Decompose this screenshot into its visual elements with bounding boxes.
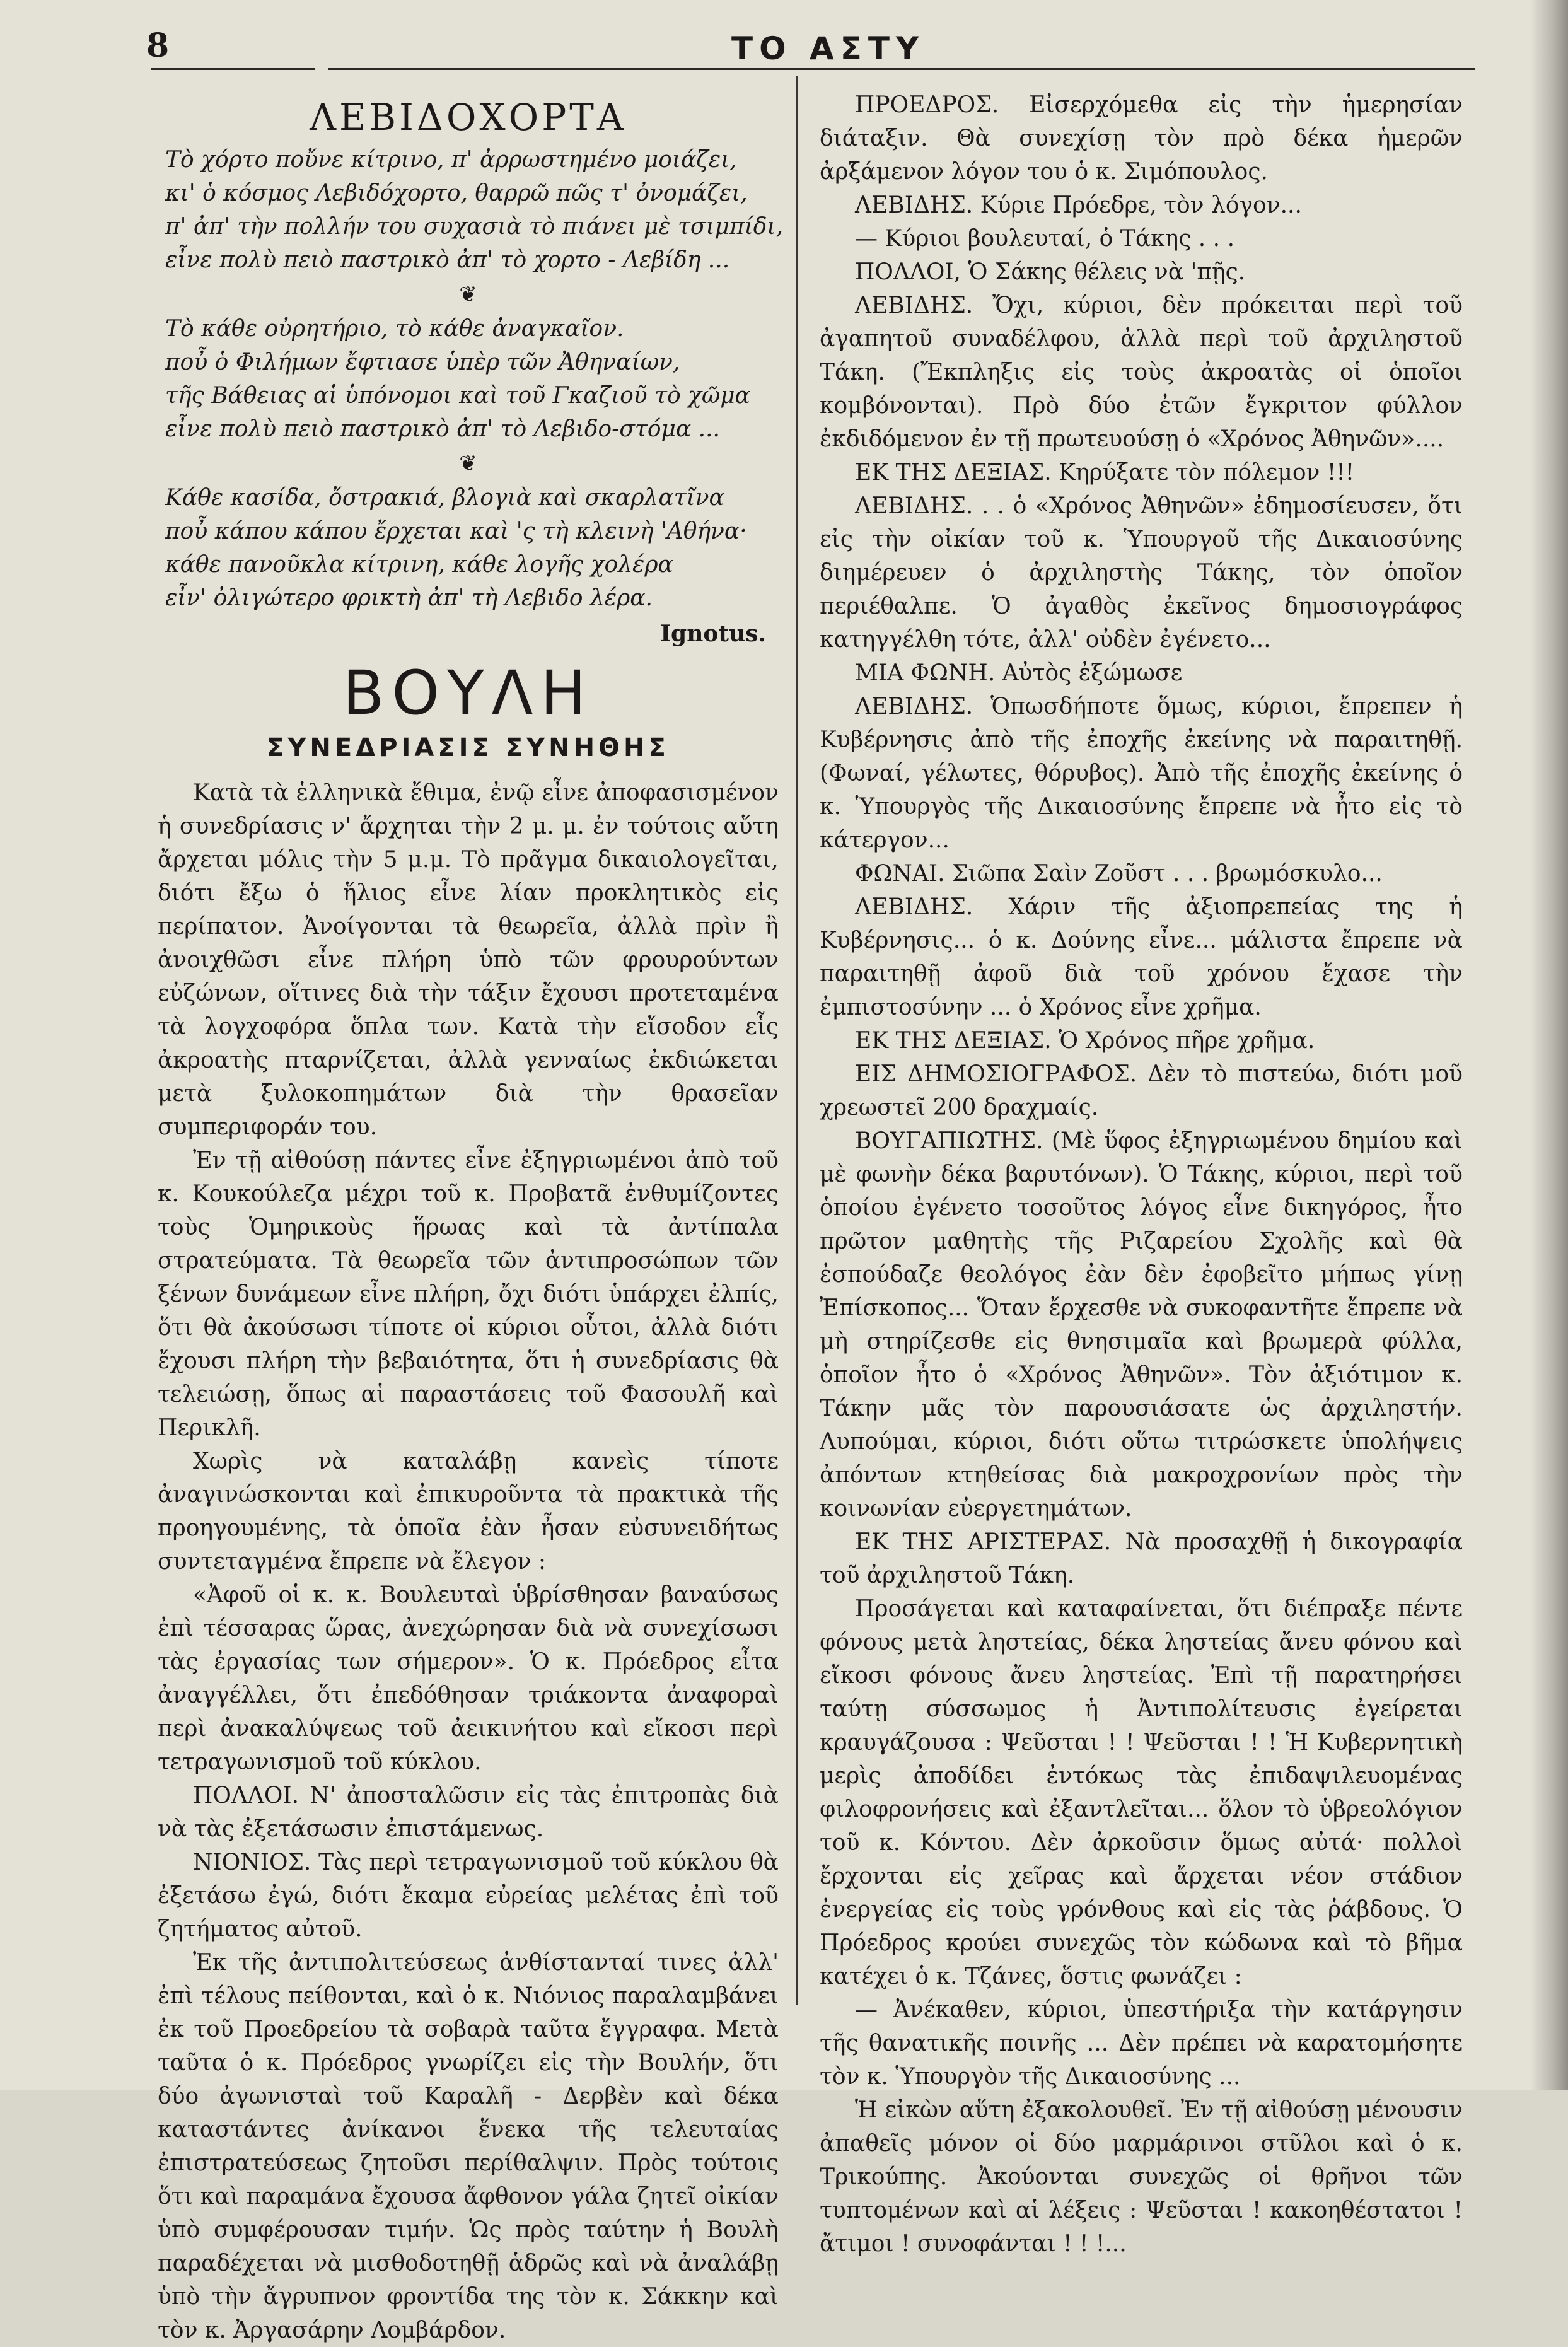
article-paragraph: Ἡ εἰκὼν αὕτη ἐξακολουθεῖ. Ἐν τῇ αἰθούσῃ μένουσιν ἀπαθεῖς μόνον οἱ δύο μαρμάρινοι στῦλοι καὶ ὁ κ. Τρικούπης. Ἀκούονται συνεχῶς οἱ θρῆνοι τῶν τυπτομένων καὶ αἱ λέξεις : Ψεῦσται ! κακοηθέστατοι ! ἄτιμοι ! συνοφάνται ! ! !... [820,2097,1463,2257]
page-edge-shadow [1530,0,1568,2090]
poem-line: Τὸ χόρτο ποὔνε κίτρινο, π' ἀρρωστημένο μοιάζει, [165,147,737,173]
article-paragraph: ΠΟΛΛΟΙ, Ὁ Σάκης θέλεις νὰ 'πῇς. [855,259,1246,285]
article-paragraph: ΒΟΥΓΑΠΙΩΤΗΣ. (Μὲ ὕφος ἐξηγριωμένου δημίου καὶ μὲ φωνὴν δέκα βαρυτόνων). Ὁ Τάκης, κύριοι, περὶ τοῦ ὁποίου ἐγένετο τοσοῦτος λόγος εἶνε δικηγόρος, ἦτο πρῶτον μαθητὴς τῆς Ριζαρείου Σχολῆς καὶ θὰ ἐσπούδαζε θεολόγος ἐὰν δὲν ἐφοβεῖτο μήπως γίνῃ Ἐπίσκοπος... Ὅταν ἔρχεσθε νὰ συκοφαντῆτε ἔπρεπε νὰ μὴ στηρίζεσθε εἰς θνησιμαῖα καὶ βρωμερὰ φύλλα, ὁποῖον ἦτο ὁ «Χρόνος Ἀθηνῶν». Τὸν ἀξιότιμον κ. Τάκην μᾶς τὸν παρουσιάσατε ὡς ἀρχιληστήν. Λυπούμαι, κύριοι, διότι οὕτω τιτρώσκετε ὑπολήψεις ἀπόντων κτηθείσας διὰ μακροχρονίων πρὸς τὴν κοινωνίαν εὐεργετημάτων. [820,1128,1463,1522]
article-paragraph: ΛΕΒΙΔΗΣ. Ὄχι, κύριοι, δὲν πρόκειται περὶ τοῦ ἀγαπητοῦ συναδέλφου, ἀλλὰ περὶ τοῦ ἀρχιληστοῦ Τάκη. (Ἔκπληξις εἰς τοὺς ἀκροατὰς οἱ ὁποῖοι κομβόνονται). Πρὸ δύο ἐτῶν ἔγκριτον φύλλον ἐκδιδόμενον ἐν τῇ πρωτευούσῃ ὁ «Χρόνος Ἀθηνῶν».... [820,293,1463,452]
section-title: ΒΟΥΛΗ [342,658,594,728]
ornament-icon: ❦ [459,451,477,476]
article-paragraph: ΕΚ ΤΗΣ ΔΕΞΙΑΣ. Κηρύξατε τὸν πόλεμον !!! [855,460,1355,486]
article-paragraph: ΛΕΒΙΔΗΣ. Κύριε Πρόεδρε, τὸν λόγον... [855,192,1302,218]
column-rule [796,76,798,2005]
running-title: ΤΟ ΑΣΤΥ [731,30,926,67]
poem-line: ποὖ κάπου κάπου ἔρχεται καὶ 'ς τὴ κλεινὴ 'Αθήνα· [165,518,747,544]
poem-title: ΛΕΒΙΔΟΧΟΡΤΑ [310,96,627,139]
article-paragraph: ΕΚ ΤΗΣ ΔΕΞΙΑΣ. Ὁ Χρόνος πῆρε χρῆμα. [855,1028,1315,1054]
article-paragraph: ΠΟΛΛΟΙ. Ν' ἀποσταλῶσιν εἰς τὰς ἐπιτροπὰς διὰ νὰ τὰς ἐξετάσωσιν ἐπιστάμενως. [158,1783,779,1842]
poem-line: εἶνε πολὺ πειὸ παστρικὸ ἀπ' τὸ Λεβιδο-στόμα ... [165,416,720,442]
article-paragraph: ΝΙΟΝΙΟΣ. Τὰς περὶ τετραγωνισμοῦ τοῦ κύκλου θὰ ἐξετάσω ἐγώ, διότι ἔκαμα εὐρείας μελέτας ἐπὶ τοῦ ζητήματος αὐτοῦ. [158,1849,779,1942]
section-subtitle: ΣΥΝΕΔΡΙΑΣΙΣ ΣΥΝΗΘΗΣ [267,733,670,762]
article-paragraph: Κατὰ τὰ ἑλληνικὰ ἔθιμα, ἐνῷ εἶνε ἀποφασισμένον ἡ συνεδρίασις ν' ἄρχηται τὴν 2 μ. μ. ἐν τούτοις αὕτη ἄρχεται μόλις τὴν 5 μ.μ. Τὸ πρᾶγμα δικαιολογεῖται, διότι ἔξω ὁ ἥλιος εἶνε λίαν προκλητικὸς εἰς περίπατον. Ἀνοίγονται τὰ θεωρεῖα, ἀλλὰ πρὶν ἢ ἀνοιχθῶσι εἶνε πλήρη ὑπὸ τῶν φρουρούντων εὐζώνων, οἵτινες διὰ τὴν τάξιν ἔχουσι προτεταμένα τὰ λογχοφόρα ὅπλα των. Κατὰ τὴν εἴσοδον εἷς ἀκροατὴς πταρνίζεται, ἀλλὰ γενναίως ἐκδιώκεται μετὰ ξυλοκοπημάτων διὰ τὴν θρασεῖαν συμπεριφοράν του. [158,780,779,1140]
header-rule-left [151,68,315,70]
poem-line: εἶν' ὀλιγώτερο φρικτὴ ἀπ' τὴ Λεβιδο λέρα. [165,585,653,611]
page-number: 8 [146,26,170,65]
poem-line: Τὸ κάθε οὐρητήριο, τὸ κάθε ἀναγκαῖον. [165,316,624,342]
article-paragraph: Προσάγεται καὶ καταφαίνεται, ὅτι διέπραξε πέντε φόνους μετὰ ληστείας, δέκα ληστείας ἄνευ φόνου καὶ εἴκοσι φόνους ἄνευ ληστείας. Ἐπὶ τῇ παρατηρήσει ταύτῃ σύσσωμος ἡ Ἀντιπολίτευσις ἐγείρεται κραυγάζουσα : Ψεῦσται ! ! Ψεῦσται ! ! Ἡ Κυβερνητικὴ μερὶς ἀποδίδει ἐντόκως τὰς ἐπιδαψιλευομένας φιλοφρονήσεις καὶ ἐξαντλεῖται... ὅλον τὸ ὑβρεολόγιον τοῦ κ. Κόντου. Δὲν ἀρκοῦσιν ὅμως αὐτά· πολλοὶ ἔρχονται εἰς χεῖρας καὶ ἄρχεται νέον στάδιον ἐνεργείας εἰς τοὺς γρόνθους καὶ εἰς τὰς ῥάβδους. Ὁ Πρόεδρος κρούει συνεχῶς τὸν κώδωνα καὶ τὸ βῆμα κατέχει ὁ κ. Τζάνες, ὅστις φωνάζει : [820,1596,1463,1989]
header-rule-right [328,68,1475,70]
article-paragraph: ΕΙΣ ΔΗΜΟΣΙΟΓΡΑΦΟΣ. Δὲν τὸ πιστεύω, διότι μοῦ χρεωστεῖ 200 δραχμαίς. [820,1061,1463,1121]
article-paragraph: ΛΕΒΙΔΗΣ. Χάριν τῆς ἀξιοπρεπείας της ἡ Κυβέρνησις... ὁ κ. Δούνης εἶνε... μάλιστα ἔπρεπε νὰ παραιτηθῇ ἀφοῦ διὰ τοῦ χρόνου ἔχασε τὴν ἐμπιστοσύνην ... ὁ Χρόνος εἶνε χρῆμα. [820,894,1463,1020]
left-column [158,88,783,2347]
poem-line: π' ἀπ' τὴν πολλήν του συχασιὰ τὸ πιάνει μὲ τσιμπίδι, [165,214,783,240]
article-paragraph: Χωρὶς νὰ καταλάβῃ κανεὶς τίποτε ἀναγινώσκονται καὶ ἐπικυροῦντα τὰ πρακτικὰ τῆς προηγουμένης, τὰ ὁποῖα ἐὰν ἦσαν εὐσυνειδήτως συντεταγμένα ἔπρεπε νὰ ἔλεγον : [158,1448,779,1575]
article-paragraph: ΠΡΟΕΔΡΟΣ. Εἰσερχόμεθα εἰς τὴν ἡμερησίαν διάταξιν. Θὰ συνεχίσῃ τὸν πρὸ δέκα ἡμερῶν ἀρξάμενον λόγον του ὁ κ. Σιμόπουλος. [820,92,1463,185]
poem-line: Κάθε κασίδα, ὄστρακιά, βλογιὰ καὶ σκαρλατῖνα [165,485,724,511]
poem-line: ποὖ ὁ Φιλήμων ἔφτιασε ὑπὲρ τῶν Ἀθηναίων, [165,349,680,375]
article-paragraph: ΦΩΝΑΙ. Σιῶπα Σαὶν Ζοῦστ . . . βρωμόσκυλο... [855,861,1383,887]
poem-line: κι' ὁ κόσμος Λεβιδόχορτο, θαρρῶ πῶς τ' ὀνομάζει, [165,180,748,206]
poem-stanza-1 [165,143,783,277]
article-paragraph: ΛΕΒΙΔΗΣ. . . ὁ «Χρόνος Ἀθηνῶν» ἐδημοσίευσεν, ὅτι εἰς τὴν οἰκίαν τοῦ κ. Ὑπουργοῦ τῆς Δικαιοσύνης διημέρευεν ὁ ἀρχιληστὴς Τάκης, τὸν ὁποῖον περιέθαλπε. Ὁ ἀγαθὸς ἐκεῖνος δημοσιογράφος κατηγγέλθη τότε, ἀλλ' οὐδὲν ἐγένετο... [820,493,1463,653]
ornament-icon: ❦ [459,282,477,307]
article-paragraph: — Κύριοι βουλευταί, ὁ Τάκης . . . [855,226,1235,252]
poem-line: κάθε πανοῦκλα κίτρινη, κάθε λογῆς χολέρα [165,552,673,578]
poem-stanza-2 [165,312,779,446]
article-paragraph: — Ἀνέκαθεν, κύριοι, ὑπεστήριξα τὴν κατάργησιν τῆς θανατικῆς ποινῆς ... Δὲν πρέπει νὰ καρατομήσητε τὸν κ. Ὑπουργὸν τῆς Δικαιοσύνης ... [820,1997,1463,2090]
poem-signature: Ignotus. [660,620,766,647]
article-paragraph: Ἐν τῇ αἰθούσῃ πάντες εἶνε ἐξηγριωμένοι ἀπὸ τοῦ κ. Κουκούλεζα μέχρι τοῦ κ. Προβατᾶ ἐνθυμίζοντες τοὺς Ὁμηρικοὺς ἥρωας καὶ τὰ ἀντίπαλα στρατεύματα. Τὰ θεωρεῖα τῶν ἀντιπροσώπων τῶν ξένων δυνάμεων εἶνε πλήρη, ὄχι διότι ὑπάρχει ἐλπίς, ὅτι θὰ ἀκούσωσι τίποτε οἱ κύριοι οὗτοι, ἀλλὰ διότι ἔχουσι πλήρη τὴν βεβαιότητα, ὅτι ἡ συνεδρίασις θὰ τελειώσῃ, ὅπως αἱ παραστάσεις τοῦ Φασουλῆ καὶ Περικλῆ. [158,1148,779,1441]
poem-stanza-3 [165,481,779,615]
article-paragraph: «Ἀφοῦ οἱ κ. κ. Βουλευταὶ ὑβρίσθησαν βαναύσως ἐπὶ τέσσαρας ὥρας, ἀνεχώρησαν διὰ νὰ συνεχίσωσι τὰς ἐργασίας των σήμερον». Ὁ κ. Πρόεδρος εἶτα ἀναγγέλλει, ὅτι ἐπεδόθησαν τριάκοντα ἀναφοραὶ περὶ ἀνακαλύψεως τοῦ ἀεικινήτου καὶ εἴκοσι περὶ τετραγωνισμοῦ τοῦ κύκλου. [158,1582,779,1775]
article-paragraph: Ἐκ τῆς ἀντιπολιτεύσεως ἀνθίστανταί τινες ἀλλ' ἐπὶ τέλους πείθονται, καὶ ὁ κ. Νιόνιος παραλαμβάνει ἐκ τοῦ Προεδρείου τὰ σοβαρὰ ταῦτα ἔγγραφα. Μετὰ ταῦτα ὁ κ. Πρόεδρος γνωρίζει εἰς τὴν Βουλήν, ὅτι δύο ἀγωνισταὶ τοῦ Καραλῆ - Δερβὲν καὶ δέκα καταστάντες ἀνίκανοι ἕνεκα τῆς τελευταίας ἐπιστρατεύσεως ζητοῦσι περίθαλψιν. Πρὸς τούτοις ὅτι καὶ παραμάνα ἔχουσα ἄφθονον γάλα ζητεῖ οἰκίαν ὑπὸ συμφέρουσαν τιμήν. Ὡς πρὸς ταύτην ἡ Βουλὴ παραδέχεται νὰ μισθοδοτηθῇ ἁδρῶς καὶ νὰ ἀναλάβῃ ὑπὸ τὴν ἄγρυπνον φροντίδα της τὸν κ. Σάκκην καὶ τὸν κ. Ἀργασάρην Λομβάρδον. [158,1950,779,2343]
poem-line: εἶνε πολὺ πειὸ παστρικὸ ἀπ' τὸ χορτο - Λεβίδη ... [165,247,730,273]
article-paragraph: ΛΕΒΙΔΗΣ. Ὁπωσδήποτε ὅμως, κύριοι, ἔπρεπεν ἡ Κυβέρνησις ἀπὸ τῆς ἐποχῆς ἐκείνης νὰ παραιτηθῇ. (Φωναί, γέλωτες, θόρυβος). Ἀπὸ τῆς ἐποχῆς ἐκείνης ὁ κ. Ὑπουργὸς τῆς Δικαιοσύνης ἔπρεπε νὰ ἦτο εἰς τὸ κάτεργον... [820,694,1463,853]
poem-line: τῆς Βάθειας αἱ ὑπόνομοι καὶ τοῦ Γκαζιοῦ τὸ χῶμα [165,383,750,409]
right-column [820,88,1463,2261]
article-paragraph: ΕΚ ΤΗΣ ΑΡΙΣΤΕΡΑΣ. Νὰ προσαχθῇ ἡ δικογραφία τοῦ ἀρχιληστοῦ Τάκη. [820,1529,1463,1588]
article-paragraph: ΜΙΑ ΦΩΝΗ. Αὐτὸς ἐξώμωσε [855,660,1183,686]
